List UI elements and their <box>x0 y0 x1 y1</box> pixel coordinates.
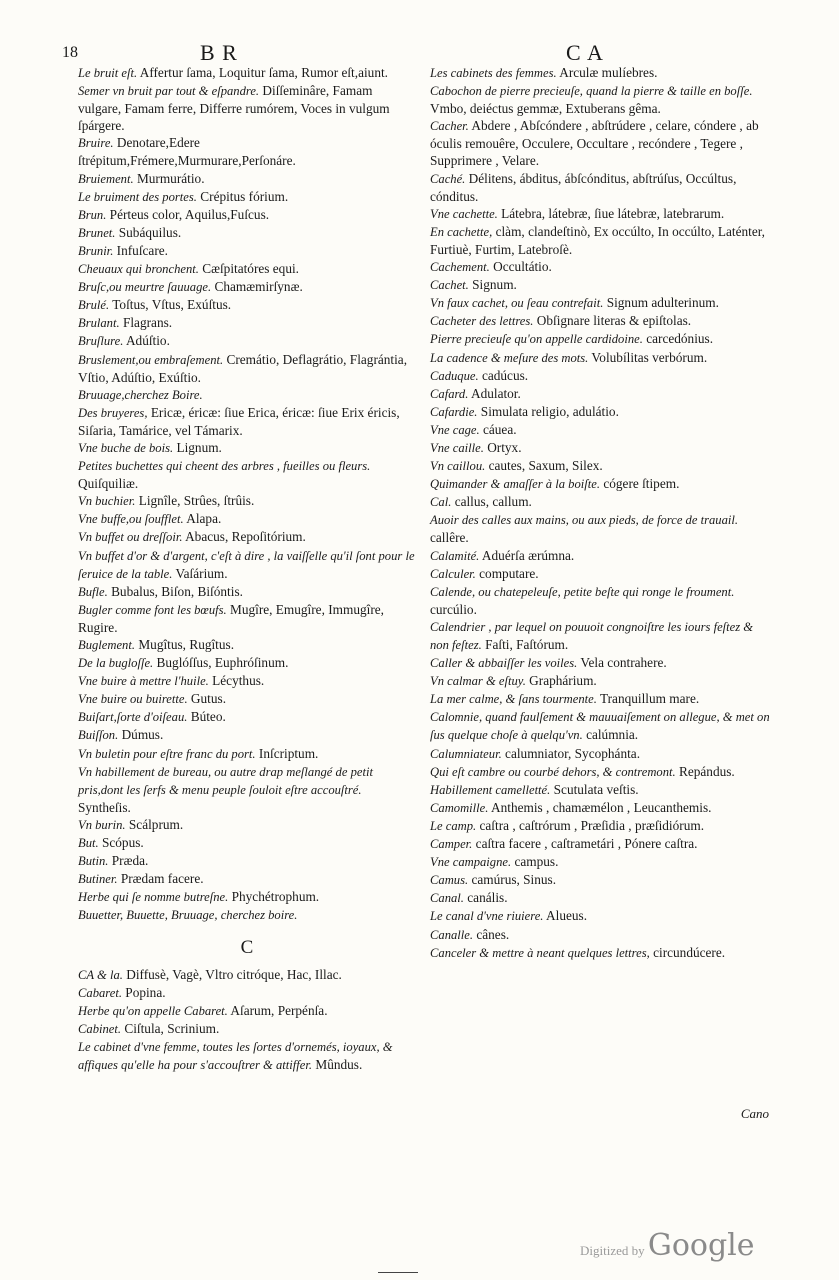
catchword: Cano <box>740 1106 769 1121</box>
entry-latin: Phychétrophum. <box>231 889 320 905</box>
entry-headword: Calendrier , par lequel on pouuoit congnoiſtre les iours feſtez & non feſtez. <box>430 619 754 652</box>
dictionary-entry <box>430 312 772 330</box>
entry-headword: Cabochon de pierre precieuſe, quand la pierre & taille en boſſe. <box>430 84 753 99</box>
entry-headword: Bruiement. <box>78 171 134 186</box>
entry-latin: Adúſtio. <box>125 333 170 349</box>
entry-headword: Vne caille. <box>430 440 484 455</box>
entry-headword: Calamité. <box>430 548 480 563</box>
entry-latin: callus, callum. <box>454 494 532 510</box>
dictionary-entry <box>78 726 416 744</box>
entry-headword: Calomnie, quand faulſement & mauuaiſement on allegue, & met on ſus quelque choſe à quelqu'vn. <box>430 710 770 743</box>
dictionary-entry <box>78 601 416 636</box>
entry-latin: Repándus. <box>678 763 735 779</box>
entry-latin: camúrus, Sinus. <box>471 872 557 888</box>
dictionary-entry <box>430 654 772 672</box>
entry-headword: Bruſc,ou meurtre ſauuage. <box>78 280 212 295</box>
entry-headword: Butiner. <box>78 872 118 887</box>
dictionary-entry <box>430 618 772 654</box>
section-letter: C <box>240 936 254 958</box>
entry-headword: Vne cage. <box>430 422 480 437</box>
entry-latin: Chamæmirſynæ. <box>214 279 303 295</box>
entry-latin: Popina. <box>125 984 166 1000</box>
left-column <box>78 64 416 1074</box>
dictionary-entry <box>430 926 772 944</box>
dictionary-entry <box>430 439 772 457</box>
entry-headword: Camomille. <box>430 800 489 815</box>
entry-headword: But. <box>78 836 99 851</box>
entry-latin: Signum adulterinum. <box>606 295 719 311</box>
entry-latin: Scutulata veſtis. <box>553 781 639 797</box>
entry-latin: Látebra, látebræ, ſiue látebræ, latebrarum. <box>501 205 725 221</box>
entry-latin: Murmurátio. <box>136 170 205 186</box>
entry-latin: calúmnia. <box>586 727 639 743</box>
entry-latin: Ciſtula, Scrinium. <box>124 1020 220 1036</box>
dictionary-entry <box>430 421 772 439</box>
entry-latin: Affertur ſama, Loquitur ſama, Rumor eſt,aiunt. <box>139 65 388 80</box>
entry-headword: Buuetter, Buuette, Bruuage, cherchez boire. <box>78 908 298 923</box>
entry-headword: Le cabinet d'vne femme, toutes les ſortes d'ornemés, ioyaux, & affiques qu'elle ha pour s'accouſtrer & attiffer. <box>78 1039 393 1073</box>
dictionary-entry <box>78 852 416 870</box>
entry-latin: Aduérſa ærúmna. <box>481 547 575 563</box>
dictionary-entry <box>430 511 772 546</box>
entry-latin: Mûndus. <box>315 1057 363 1073</box>
entry-latin: Diſſeminâre, Famam vulgare, Famam ferre, Differre rumórem, Voces in vulgum ſpárgere. <box>78 83 390 134</box>
dictionary-entry <box>430 349 772 367</box>
dictionary-entry <box>430 944 772 962</box>
entry-headword: Brunir. <box>78 243 114 258</box>
entry-headword: Canceler & mettre à neant quelques lettres, <box>430 945 650 960</box>
entry-headword: Qui eſt cambre ou courbé dehors, & contremont. <box>430 764 676 779</box>
entry-latin: Tranquillum mare. <box>599 691 700 707</box>
entry-headword: Vne buche de bois. <box>78 440 174 455</box>
dictionary-entry <box>78 457 416 492</box>
dictionary-entry <box>430 781 772 799</box>
entry-headword: Vn buchier. <box>78 494 136 509</box>
entry-latin: Simulata religio, adulátio. <box>480 403 619 419</box>
dictionary-entry <box>78 690 416 708</box>
dictionary-entry <box>78 510 416 528</box>
entry-headword: Cal. <box>430 495 452 510</box>
watermark-prefix: Digitized by <box>580 1243 645 1258</box>
entry-latin: Abacus, Repoſitórium. <box>185 529 306 545</box>
dictionary-entry <box>430 205 772 223</box>
entry-latin: cáuea. <box>482 421 517 437</box>
entry-headword: Cafard. <box>430 386 469 401</box>
entry-headword: Bruuage,cherchez Boire. <box>78 387 203 402</box>
entry-latin: Faſti, Faſtórum. <box>485 637 569 652</box>
entry-headword: Buiſſon. <box>78 728 119 743</box>
entry-headword: Vne buire à mettre l'huile. <box>78 674 209 689</box>
dictionary-entry <box>78 314 416 332</box>
entry-headword: Cachet. <box>430 278 469 293</box>
entry-headword: Butin. <box>78 854 109 869</box>
dictionary-entry <box>78 816 416 834</box>
entry-latin: Arculæ mulíebres. <box>559 65 658 80</box>
entry-headword: Caller & abbaiſſer les voiles. <box>430 656 578 671</box>
entry-headword: Vn habillement de bureau, ou autre drap meſlangé de petit pris,dont les ſerfs & menu peuple ſouloit eſtre accouſtré. <box>78 764 373 797</box>
dictionary-entry <box>78 906 416 924</box>
dictionary-entry <box>430 385 772 403</box>
entry-headword: De la bugloſſe. <box>78 656 154 671</box>
dictionary-entry <box>430 457 772 475</box>
entry-latin: circundúcere. <box>653 944 726 960</box>
entry-latin: Bubalus, Biſon, Biſóntis. <box>111 583 243 599</box>
entry-latin: Mugîre, Emugîre, Immugîre, Rugire. <box>78 601 384 635</box>
entry-headword: CA & la. <box>78 967 123 982</box>
entry-latin: calumniator, Sycophánta. <box>505 745 641 761</box>
dictionary-entry <box>78 583 416 601</box>
dictionary-entry <box>78 966 416 984</box>
entry-headword: Vn calmar & eſtuy. <box>430 674 526 689</box>
entry-headword: Cabaret. <box>78 985 122 1000</box>
dictionary-entry <box>78 763 416 816</box>
entry-headword: Quimander & amaſſer à la boiſte. <box>430 477 601 492</box>
entry-headword: Vne buffe,ou ſoufflet. <box>78 512 184 527</box>
entry-latin: Flagrans. <box>122 315 173 331</box>
dictionary-entry <box>430 547 772 565</box>
entry-headword: Vn faux cachet, ou ſeau contrefait. <box>430 296 604 311</box>
running-head-right: C A <box>566 40 604 65</box>
dictionary-entry <box>78 745 416 763</box>
entry-latin: Adulator. <box>470 385 521 401</box>
entry-latin: Quiſquiliæ. <box>78 476 139 492</box>
dictionary-entry <box>78 332 416 350</box>
entry-headword: Cheuaux qui bronchent. <box>78 262 199 277</box>
entry-headword: Camus. <box>430 873 469 888</box>
entry-latin: Graphárium. <box>529 673 597 689</box>
entry-headword: Cacher. <box>430 119 469 134</box>
dictionary-entry <box>78 984 416 1002</box>
entry-latin: Scópus. <box>101 835 144 851</box>
dictionary-entry <box>430 276 772 294</box>
entry-headword: Habillement camelletté. <box>430 782 551 797</box>
entry-latin: Alueus. <box>546 908 588 924</box>
entry-latin: cautes, Saxum, Silex. <box>488 458 603 474</box>
bottom-rule <box>378 1272 418 1273</box>
entry-headword: Bruſlure. <box>78 334 124 349</box>
dictionary-entry <box>430 493 772 511</box>
entry-latin: cógere ſtipem. <box>603 476 680 492</box>
entry-latin: computare. <box>479 565 539 581</box>
entry-latin: Crépitus fórium. <box>200 188 289 204</box>
entry-latin: Subáquilus. <box>118 224 182 240</box>
dictionary-entry <box>78 1038 416 1074</box>
entry-headword: Vn burin. <box>78 817 126 832</box>
dictionary-entry <box>78 672 416 690</box>
dictionary-entry <box>78 82 416 134</box>
entry-latin: Obſignare literas & epiſtolas. <box>536 313 692 329</box>
entry-latin: Ericæ, éricæ: ſiue Erica, éricæ: ſiue Erix éricis, Siſaria, Tamárice, vel Támarix. <box>78 404 400 438</box>
entry-headword: Herbe qui ſe nomme butreſne. <box>78 890 229 905</box>
dictionary-entry <box>430 907 772 925</box>
entry-headword: Bugler comme font les bœufs. <box>78 602 227 617</box>
dictionary-entry <box>430 170 772 205</box>
entry-latin: Anthemis , chamæmélon , Leucanthemis. <box>491 799 712 815</box>
entry-latin: Gutus. <box>190 691 227 707</box>
dictionary-entry <box>430 258 772 276</box>
dictionary-entry <box>430 853 772 871</box>
dictionary-entry <box>430 583 772 618</box>
dictionary-entry <box>78 439 416 457</box>
entry-headword: Buglement. <box>78 638 136 652</box>
entry-latin: Vmbo, deiéctus gemmæ, Extuberans gêma. <box>430 101 661 117</box>
dictionary-entry <box>78 528 416 546</box>
dictionary-entry <box>430 799 772 817</box>
entry-latin: cânes. <box>476 926 510 942</box>
entry-latin: Pérteus color, Aquilus,Fuſcus. <box>109 206 270 222</box>
dictionary-entry <box>430 82 772 117</box>
entry-headword: Calculer. <box>430 566 476 581</box>
dictionary-entry <box>78 547 416 583</box>
entry-headword: Bufle. <box>78 584 108 599</box>
entry-latin: Denotare,Edere ſtrépitum,Frémere,Murmurare,Perſonáre. <box>78 135 296 169</box>
entry-headword: Vn caillou. <box>430 459 486 474</box>
entry-headword: La mer calme, & ſans tourmente. <box>430 692 597 707</box>
entry-latin: Lignum. <box>176 439 222 455</box>
entry-headword: Camper. <box>430 837 473 852</box>
entry-headword: Brun. <box>78 207 107 222</box>
entry-latin: Dúmus. <box>121 727 164 743</box>
page-number: 18 <box>62 44 78 61</box>
dictionary-entry <box>430 889 772 907</box>
entry-headword: En cachette, <box>430 224 493 239</box>
entry-latin: Diffusè, Vagè, Vltro citróque, Hac, Illac. <box>126 966 342 982</box>
dictionary-entry <box>430 565 772 583</box>
entry-headword: Bruslement,ou embraſement. <box>78 352 224 367</box>
entry-headword: Vne campaigne. <box>430 855 512 870</box>
entry-headword: Calumniateur. <box>430 746 502 761</box>
entry-headword: Brulant. <box>78 316 120 331</box>
dictionary-entry <box>430 367 772 385</box>
entry-headword: Vn buffet d'or & d'argent, c'eſt à dire , la vaiſſelle qu'il ſont pour le ſeruice de la table. <box>78 548 415 581</box>
entry-latin: campus. <box>514 854 559 870</box>
entry-headword: Bruire. <box>78 136 114 151</box>
entry-latin: Volubílitas verbórum. <box>591 349 708 365</box>
dictionary-entry <box>78 224 416 242</box>
entry-latin: Abdere , Abſcóndere , abſtrúdere , celare, cóndere , ab óculis remouêre, Occulere, Occultare , recóndere , Tegere , Supprimere , Velare. <box>430 118 759 169</box>
dictionary-entry <box>78 708 416 726</box>
entry-latin: Præda. <box>111 853 149 869</box>
dictionary-entry <box>430 690 772 708</box>
dictionary-entry <box>430 294 772 312</box>
entry-latin: Alapa. <box>186 511 222 527</box>
entry-headword: Cafardie. <box>430 404 478 419</box>
entry-headword: Brulé. <box>78 298 110 313</box>
entry-latin: callêre. <box>430 530 469 546</box>
digitization-watermark <box>580 1228 755 1263</box>
entry-headword: Petites buchettes qui cheent des arbres , fueilles ou fleurs. <box>78 459 371 474</box>
dictionary-entry <box>78 64 416 82</box>
entry-latin: caſtra , caſtrórum , Præſidia , præſidiórum. <box>479 817 705 833</box>
dictionary-entry <box>78 888 416 906</box>
entry-headword: Cabinet. <box>78 1021 122 1036</box>
entry-headword: Vne cachette. <box>430 206 498 221</box>
entry-latin: Aſarum, Perpénſa. <box>230 1002 328 1018</box>
entry-headword: Pierre precieuſe qu'on appelle cardidoine. <box>430 332 643 347</box>
dictionary-entry <box>78 1020 416 1038</box>
entry-headword: Les cabinets des femmes. <box>430 66 557 80</box>
entry-headword: Le canal d'vne riuiere. <box>430 909 544 924</box>
entry-latin: canális. <box>467 890 508 906</box>
dictionary-entry <box>430 835 772 853</box>
entry-headword: Caché. <box>430 171 466 186</box>
entry-headword: Vn buletin pour eſtre franc du port. <box>78 746 256 761</box>
entry-latin: Cæſpitatóres equi. <box>202 261 299 277</box>
entry-headword: Cachement. <box>430 260 490 275</box>
entry-headword: Le camp. <box>430 818 477 833</box>
dictionary-entry <box>78 188 416 206</box>
right-column <box>430 64 772 962</box>
entry-latin: curcúlio. <box>430 601 477 617</box>
entry-headword: Buiſart,ſorte d'oiſeau. <box>78 710 188 725</box>
entry-latin: cadúcus. <box>481 367 529 383</box>
google-logo: Google <box>647 1228 755 1263</box>
dictionary-entry <box>430 745 772 763</box>
entry-latin: Signum. <box>472 277 517 293</box>
dictionary-entry <box>78 870 416 888</box>
dictionary-entry <box>430 117 772 169</box>
dictionary-entry <box>78 386 416 404</box>
dictionary-entry <box>430 64 772 82</box>
entry-headword: Calende, ou chatepeleuſe, petite beſte qui ronge le froument. <box>430 584 735 599</box>
dictionary-entry <box>430 403 772 421</box>
entry-headword: La cadence & meſure des mots. <box>430 350 589 365</box>
entry-headword: Canalle. <box>430 927 474 942</box>
dictionary-entry <box>78 404 416 439</box>
dictionary-entry <box>78 834 416 852</box>
entry-headword: Le bruiment des portes. <box>78 189 197 204</box>
entry-latin: Occultátio. <box>493 259 552 275</box>
entry-headword: Herbe qu'on appelle Cabaret. <box>78 1003 228 1018</box>
dictionary-entry <box>78 1002 416 1020</box>
dictionary-entry <box>430 871 772 889</box>
dictionary-entry <box>78 170 416 188</box>
dictionary-entry <box>78 134 416 169</box>
entry-latin: carcedónius. <box>646 331 714 347</box>
dictionary-entry <box>430 817 772 835</box>
dictionary-entry <box>78 492 416 510</box>
dictionary-entry <box>430 708 772 744</box>
entry-latin: Lignîle, Strûes, ſtrûis. <box>138 493 255 509</box>
entry-latin: caſtra facere , caſtrametári , Pónere caſtra. <box>475 836 698 852</box>
dictionary-entry <box>78 242 416 260</box>
dictionary-entry <box>78 351 416 386</box>
entry-latin: Syntheſis. <box>78 799 131 815</box>
entry-latin: Inſcriptum. <box>258 745 319 761</box>
entry-headword: Caduque. <box>430 368 479 383</box>
entry-latin: Scálprum. <box>128 816 184 832</box>
entry-latin: Lécythus. <box>212 673 265 689</box>
dictionary-entry <box>78 206 416 224</box>
dictionary-entry <box>78 636 416 654</box>
entry-headword: Brunet. <box>78 225 116 240</box>
entry-headword: Canal. <box>430 891 464 906</box>
entry-headword: Cacheter des lettres. <box>430 314 534 329</box>
entry-latin: Vela contrahere. <box>580 655 667 671</box>
entry-latin: clàm, clandeſtinò, Ex occúlto, In occúlto, Laténter, Furtiuè, Furtim, Latebroſè. <box>430 223 765 257</box>
dictionary-entry <box>78 278 416 296</box>
entry-latin: Búteo. <box>190 709 226 725</box>
dictionary-entry <box>430 672 772 690</box>
dictionary-entry <box>78 654 416 672</box>
entry-latin: Mugîtus, Rugîtus. <box>138 637 235 652</box>
entry-latin: Vaſárium. <box>175 565 228 581</box>
entry-latin: Ortyx. <box>487 439 522 455</box>
entry-headword: Le bruit eſt. <box>78 66 138 80</box>
entry-headword: Auoir des calles aux mains, ou aux pieds, de force de trauail. <box>430 513 739 528</box>
entry-latin: Prædam facere. <box>120 871 204 887</box>
dictionary-entry <box>430 330 772 348</box>
entry-latin: Toſtus, Vſtus, Exúſtus. <box>112 297 232 313</box>
dictionary-entry <box>430 223 772 258</box>
entry-latin: Délitens, ábditus, ábſcónditus, abſtrúſus, Occúltus, cónditus. <box>430 170 737 204</box>
dictionary-entry <box>78 260 416 278</box>
entry-latin: Infuſcare. <box>116 242 168 258</box>
entry-headword: Des bruyeres, <box>78 405 148 420</box>
entry-latin: Cremátio, Deflagrátio, Flagrántia, Vſtio, Adúſtio, Exúſtio. <box>78 351 408 385</box>
entry-headword: Vn buffet ou dreſſoir. <box>78 530 183 545</box>
entry-headword: Vne buire ou buirette. <box>78 692 188 707</box>
dictionary-entry <box>430 475 772 493</box>
running-head-left: B R <box>200 40 238 65</box>
entry-latin: Buglóſſus, Euphróſinum. <box>156 655 289 671</box>
dictionary-entry <box>78 296 416 314</box>
entry-headword: Semer vn bruit par tout & eſpandre. <box>78 84 260 99</box>
dictionary-entry <box>430 763 772 781</box>
